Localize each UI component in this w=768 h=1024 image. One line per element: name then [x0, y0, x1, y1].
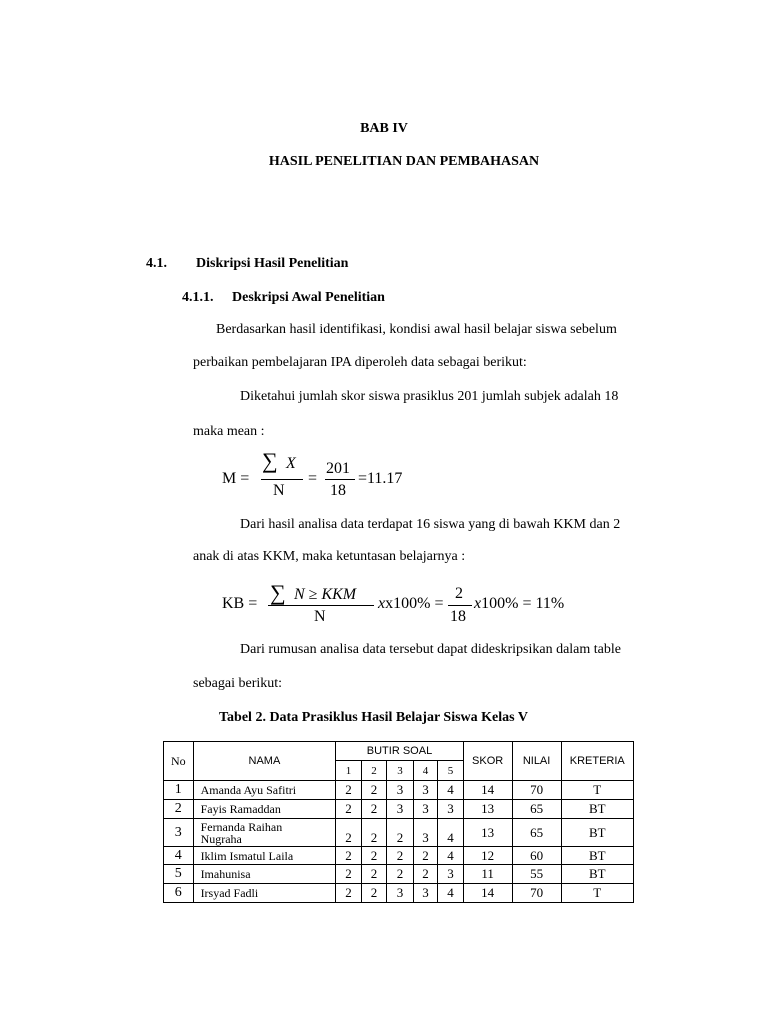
table-row [164, 781, 634, 800]
row-skor: 11 [463, 865, 512, 884]
table-caption: Tabel 2. Data Prasiklus Hasil Belajar Siswa Kelas V [219, 710, 528, 725]
section-title: Diskripsi Hasil Penelitian [196, 256, 349, 271]
row-score: 3 [387, 800, 414, 819]
table-row [164, 819, 634, 847]
kb-result: x100% = 11% [474, 595, 565, 612]
row-score: 3 [413, 781, 437, 800]
row-score: 3 [387, 781, 414, 800]
row-nilai: 70 [512, 781, 561, 800]
paragraph-2-line-1: Diketahui jumlah skor siswa prasiklus 201 jumlah subjek adalah 18 [240, 389, 619, 404]
row-nilai: 65 [512, 819, 561, 847]
table-header-row [164, 742, 634, 761]
row-score: 3 [438, 865, 463, 884]
row-score: 4 [438, 781, 463, 800]
table-row [164, 884, 634, 903]
row-score: 2 [336, 865, 361, 884]
mean-equals: = [308, 470, 318, 487]
row-name: Iklim Ismatul Laila [193, 847, 336, 865]
row-score: 4 [438, 884, 463, 903]
row-score: 2 [361, 884, 386, 903]
paragraph-4-line-2: sebagai berikut: [193, 676, 283, 691]
kb-multiplier-text: x100% = [385, 595, 444, 612]
mean-lhs: M = [222, 470, 250, 487]
table-row [164, 847, 634, 865]
row-skor: 14 [463, 884, 512, 903]
row-no: 3 [164, 819, 194, 847]
header-nama: NAMA [193, 742, 336, 781]
row-name-line-2: Nugraha [200, 831, 242, 846]
kb-lhs: KB = [222, 595, 258, 612]
subsection-number: 4.1.1. [182, 290, 214, 305]
header-q4: 4 [413, 761, 437, 781]
kb-numerator-value: 2 [455, 585, 463, 602]
row-name: Fayis Ramaddan [193, 800, 336, 819]
row-kreteria: BT [561, 865, 633, 884]
row-nilai: 55 [512, 865, 561, 884]
mean-numerator-value: 201 [326, 460, 350, 477]
header-skor: SKOR [463, 742, 512, 781]
row-score: 2 [361, 781, 386, 800]
kb-fraction-line-2 [448, 605, 472, 606]
row-score: 2 [336, 781, 361, 800]
row-score: 2 [336, 884, 361, 903]
row-skor: 13 [463, 819, 512, 847]
row-name-line-1: Fernanda Raihan [200, 819, 283, 834]
row-score: 2 [361, 865, 386, 884]
row-nilai: 65 [512, 800, 561, 819]
kb-denominator-value: 18 [450, 608, 466, 625]
row-score: 3 [413, 819, 437, 847]
row-score: 2 [336, 847, 361, 865]
row-score: 2 [387, 819, 414, 847]
paragraph-3-line-2: anak di atas KKM, maka ketuntasan belajarnya : [193, 549, 466, 564]
header-butir-soal: BUTIR SOAL [336, 742, 463, 761]
row-name: Amanda Ayu Safitri [193, 781, 336, 800]
header-kreteria: KRETERIA [561, 742, 633, 781]
row-score: 3 [413, 800, 437, 819]
chapter-heading: BAB IV [360, 121, 408, 136]
row-score: 2 [336, 819, 361, 847]
paragraph-3-line-1: Dari hasil analisa data terdapat 16 siswa yang di bawah KKM dan 2 [240, 517, 621, 532]
mean-fraction-line-2 [325, 479, 355, 480]
header-q1: 1 [336, 761, 361, 781]
row-score: 2 [361, 847, 386, 865]
paragraph-1-line-2: perbaikan pembelajaran IPA diperoleh data sebagai berikut: [193, 355, 527, 370]
header-q2: 2 [361, 761, 386, 781]
chapter-title: HASIL PENELITIAN DAN PEMBAHASAN [268, 154, 540, 169]
row-name [193, 819, 336, 847]
sigma-symbol: ∑ [270, 580, 286, 605]
mean-result: =11.17 [358, 470, 403, 487]
paragraph-1-line-1: Berdasarkan hasil identifikasi, kondisi awal hasil belajar siswa sebelum [216, 322, 617, 337]
row-no: 1 [164, 781, 194, 800]
mean-numerator-var: X [286, 455, 296, 472]
row-score: 3 [387, 884, 414, 903]
paragraph-4-line-1: Dari rumusan analisa data tersebut dapat dideskripsikan dalam table [240, 642, 621, 657]
row-score: 2 [361, 800, 386, 819]
data-table [163, 741, 634, 903]
row-score: 3 [413, 884, 437, 903]
kb-denominator: N [314, 608, 326, 625]
row-score: 2 [336, 800, 361, 819]
row-score: 2 [387, 865, 414, 884]
row-no: 6 [164, 884, 194, 903]
section-number: 4.1. [146, 256, 167, 271]
row-kreteria: BT [561, 819, 633, 847]
row-skor: 13 [463, 800, 512, 819]
sigma-symbol: ∑ [262, 448, 278, 473]
row-no: 5 [164, 865, 194, 884]
row-kreteria: T [561, 781, 633, 800]
row-score: 2 [361, 819, 386, 847]
mean-denominator-value: 18 [330, 482, 346, 499]
row-score: 2 [413, 847, 437, 865]
header-no: No [164, 742, 194, 781]
row-score: 4 [438, 819, 463, 847]
row-score: 3 [438, 800, 463, 819]
header-nilai: NILAI [512, 742, 561, 781]
row-kreteria: T [561, 884, 633, 903]
paragraph-2-line-2: maka mean : [193, 424, 265, 439]
row-kreteria: BT [561, 847, 633, 865]
row-score: 2 [387, 847, 414, 865]
table-row [164, 865, 634, 884]
table-row [164, 800, 634, 819]
row-kreteria: BT [561, 800, 633, 819]
row-score: 2 [413, 865, 437, 884]
kb-fraction-line [268, 605, 374, 606]
row-nilai: 60 [512, 847, 561, 865]
mean-fraction-line [261, 479, 303, 480]
kb-multiplier: xx100% = [378, 595, 444, 612]
row-no: 4 [164, 847, 194, 865]
header-q3: 3 [387, 761, 414, 781]
header-q5: 5 [438, 761, 463, 781]
row-nilai: 70 [512, 884, 561, 903]
subsection-title: Deskripsi Awal Penelitian [232, 290, 385, 305]
row-no: 2 [164, 800, 194, 819]
row-skor: 12 [463, 847, 512, 865]
row-name: Imahunisa [193, 865, 336, 884]
mean-denominator: N [273, 482, 285, 499]
row-skor: 14 [463, 781, 512, 800]
row-score: 4 [438, 847, 463, 865]
row-name: Irsyad Fadli [193, 884, 336, 903]
kb-numerator-expr: N ≥ KKM [294, 586, 357, 603]
